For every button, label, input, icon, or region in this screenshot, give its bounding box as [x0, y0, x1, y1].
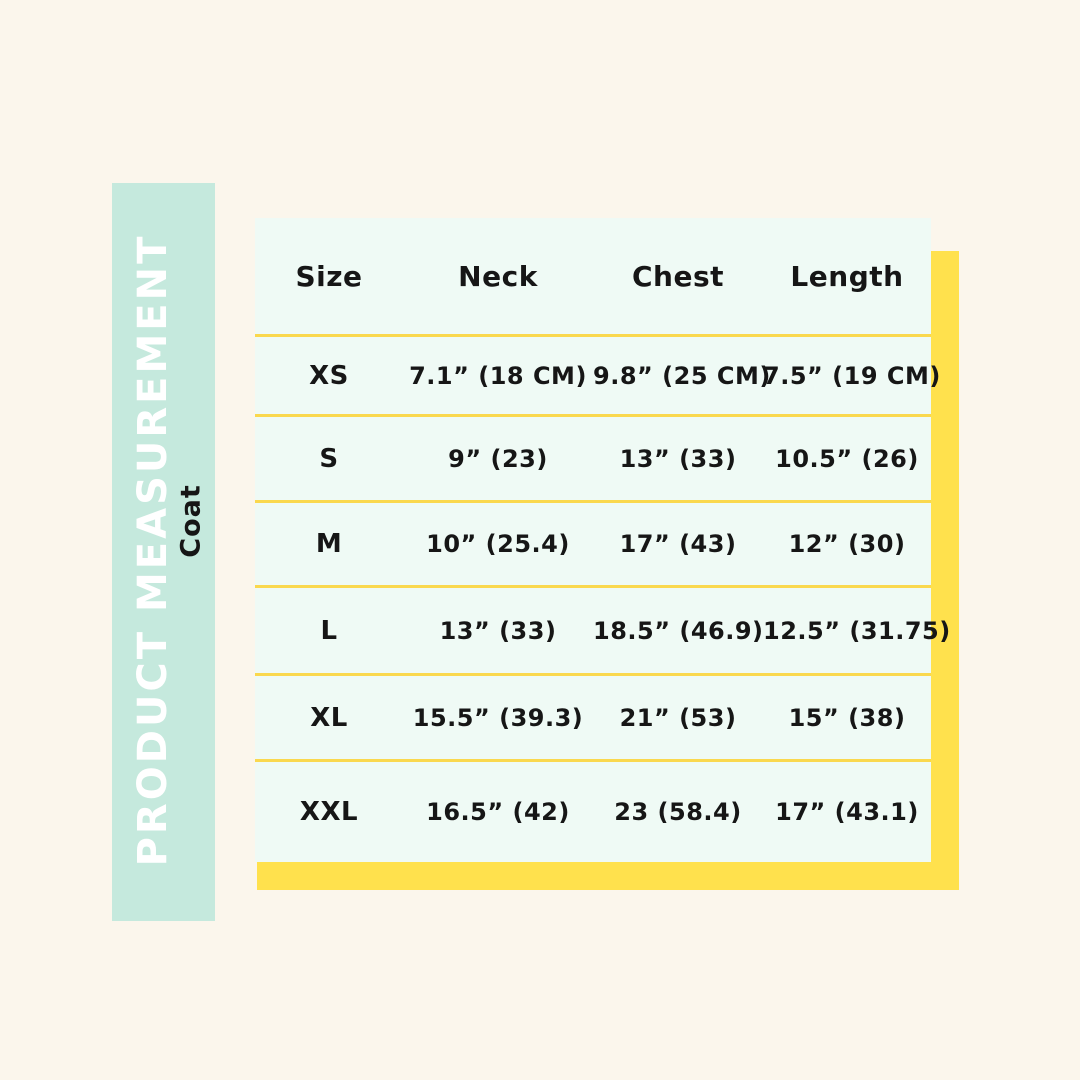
banner	[112, 183, 215, 921]
measurement-table	[255, 218, 951, 862]
chest-cell: 13” (33)	[619, 444, 737, 473]
neck-cell: 10” (25.4)	[426, 530, 570, 558]
neck-cell: 15.5” (39.3)	[412, 703, 584, 732]
length-cell: 12” (30)	[788, 530, 906, 558]
chest-cell: 18.5” (46.9)	[593, 616, 764, 645]
banner-subtitle: Coat	[175, 484, 207, 558]
neck-cell: 16.5” (42)	[426, 798, 570, 826]
size-cell: S	[319, 443, 339, 474]
table-header-row	[255, 218, 931, 337]
neck-cell: 9” (23)	[448, 444, 548, 473]
size-cell: M	[315, 529, 343, 559]
table-body	[255, 337, 951, 862]
length-cell: 17” (43.1)	[775, 798, 919, 826]
column-header-chest: Chest	[631, 259, 725, 293]
neck-cell: 13” (33)	[439, 616, 557, 645]
banner-title: PRODUCT MEASUREMENT	[130, 233, 176, 867]
size-cell: XXL	[299, 797, 359, 827]
table-row	[255, 588, 951, 676]
column-header-size: Size	[295, 259, 363, 293]
size-cell: L	[320, 615, 338, 646]
chest-cell: 9.8” (25 CM)	[593, 361, 771, 390]
size-cell: XS	[309, 360, 349, 391]
length-cell: 15” (38)	[788, 703, 906, 732]
length-cell: 7.5” (19 CM)	[763, 361, 941, 390]
chest-cell: 17” (43)	[619, 530, 737, 558]
size-cell: XL	[310, 702, 348, 733]
length-cell: 10.5” (26)	[775, 444, 919, 473]
length-cell: 12.5” (31.75)	[763, 616, 951, 645]
table-row	[255, 503, 931, 588]
neck-cell: 7.1” (18 CM)	[409, 361, 587, 390]
table-row	[255, 762, 931, 862]
column-header-neck: Neck	[458, 259, 538, 293]
chest-cell: 23 (58.4)	[614, 798, 742, 826]
table-row	[255, 676, 931, 762]
chest-cell: 21” (53)	[619, 703, 737, 732]
column-header-length: Length	[790, 259, 904, 293]
table-row	[255, 417, 931, 503]
table-row	[255, 337, 941, 417]
